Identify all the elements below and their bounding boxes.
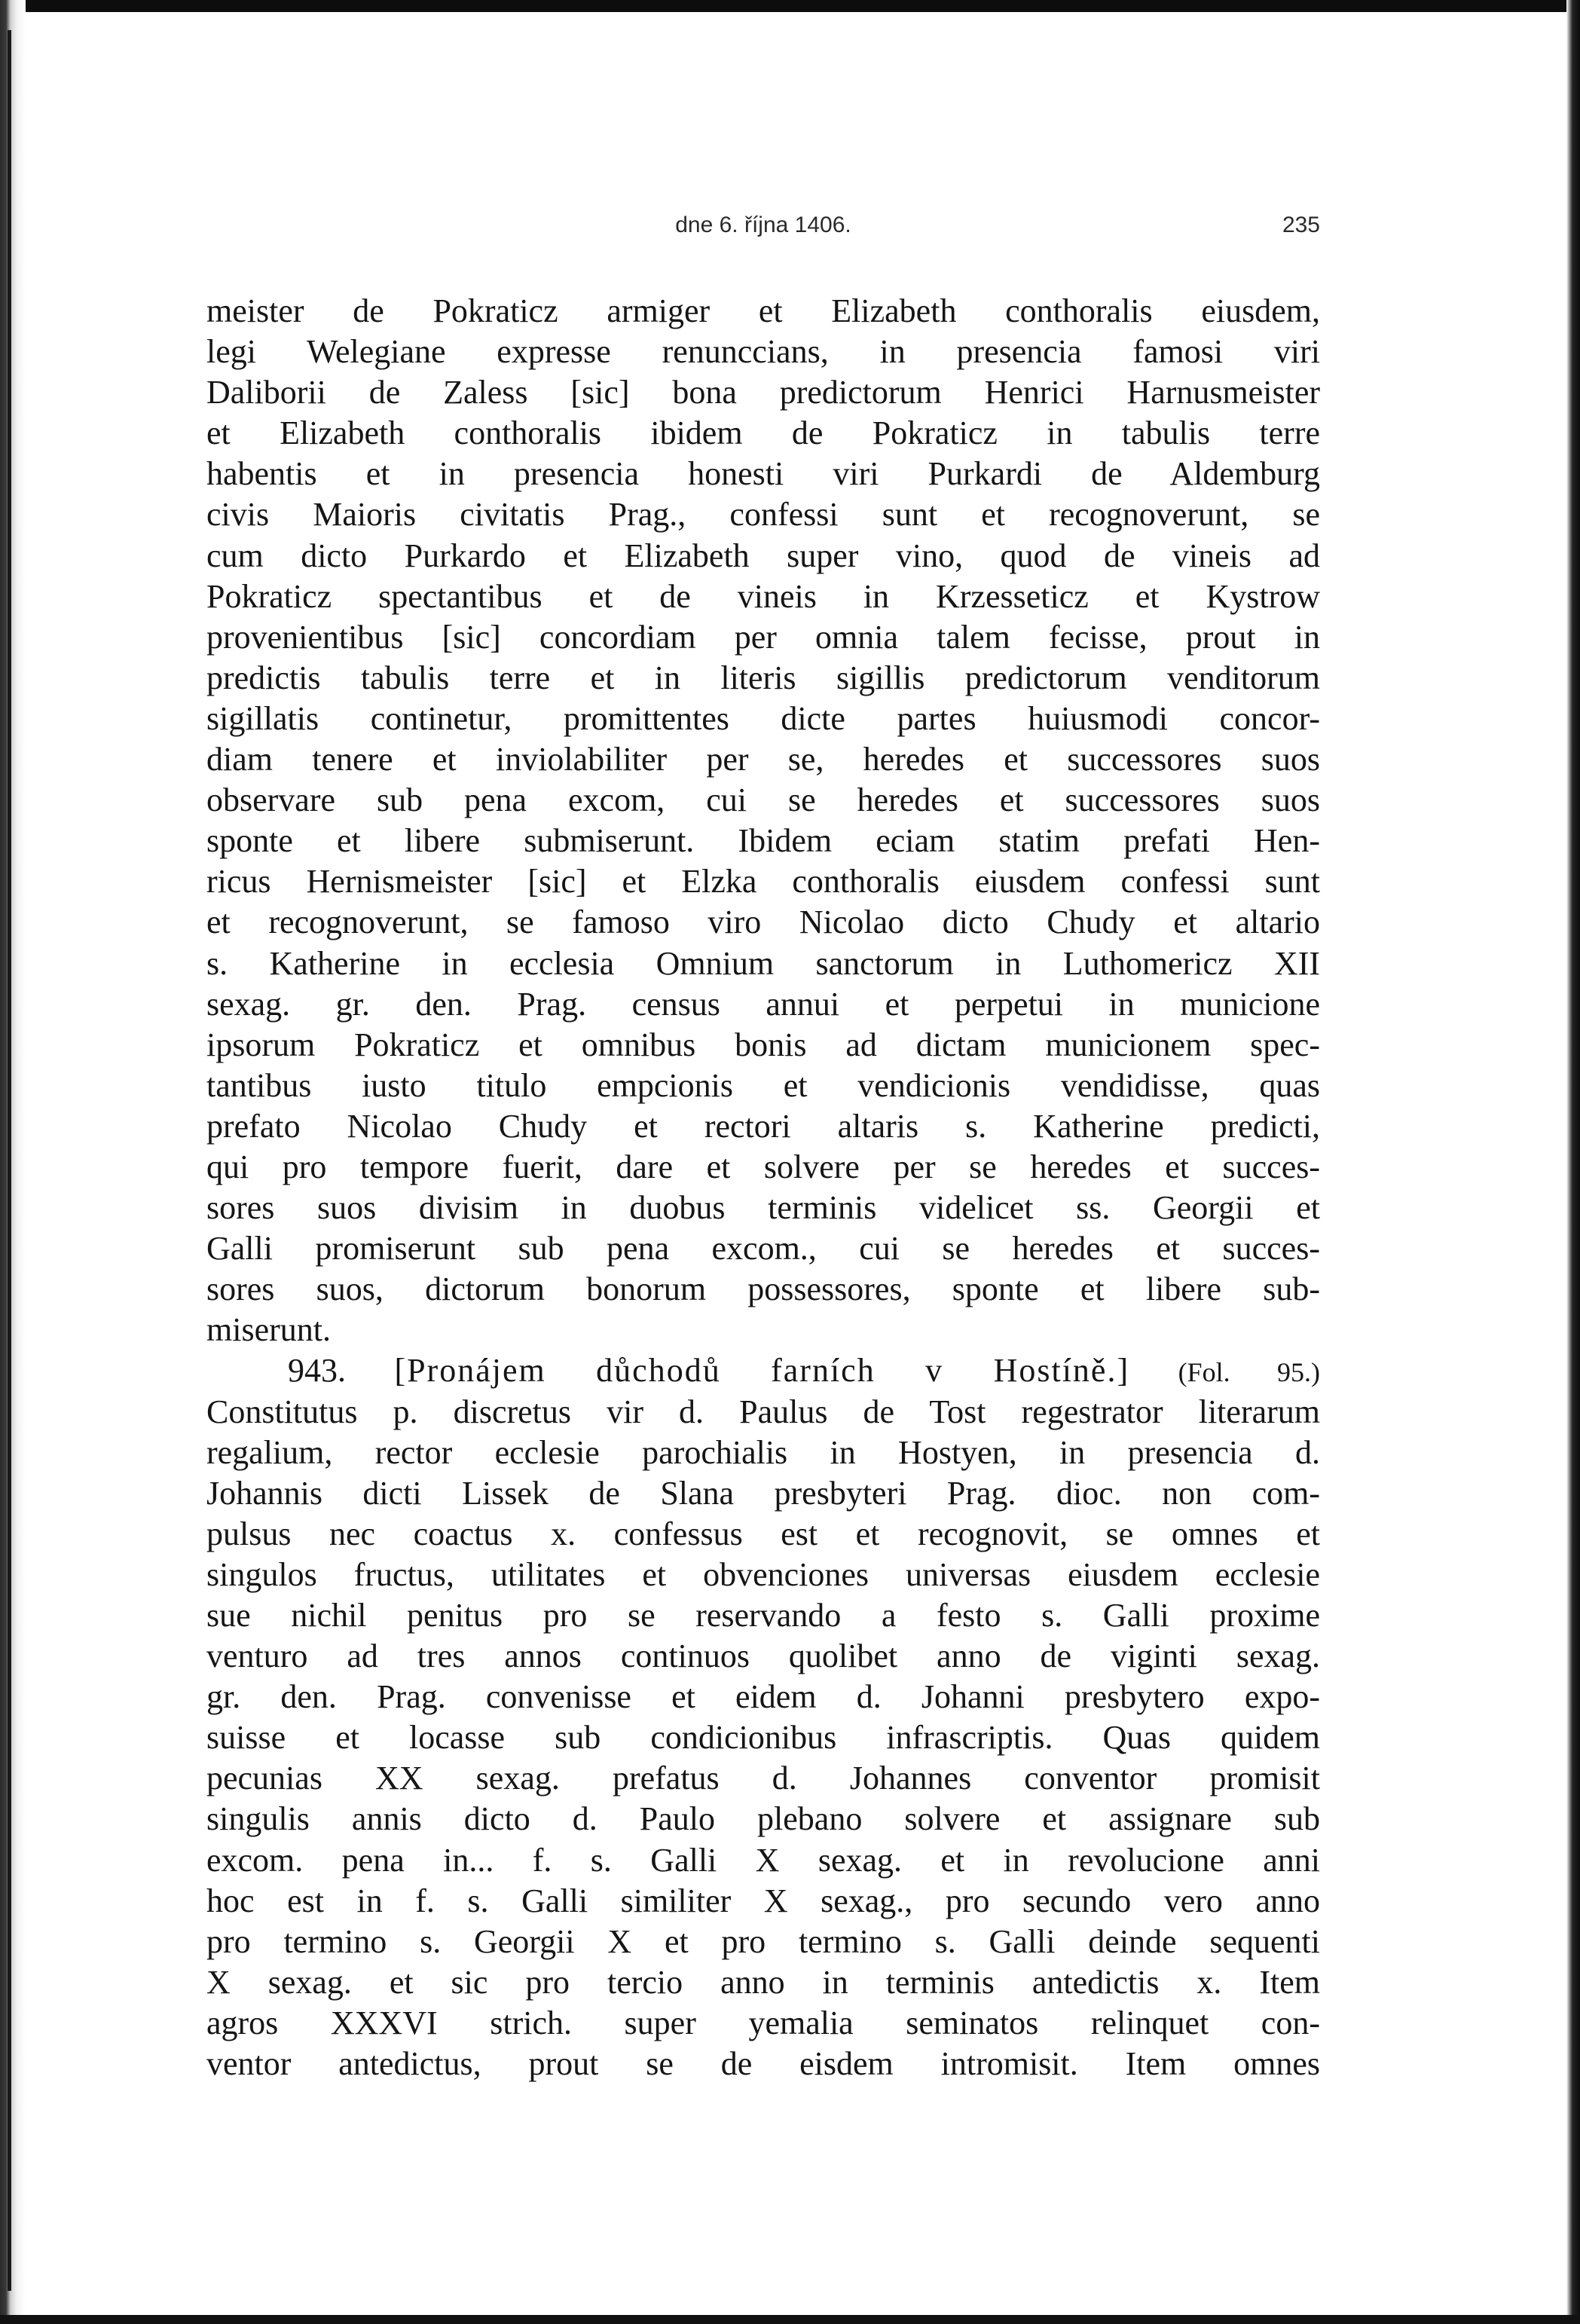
text-line: pulsus nec coactus x. confessus est et recognovit, se omnes et: [206, 1515, 1320, 1552]
text-line: sigillatis continetur, promittentes dicte partes huiusmodi concor-: [206, 699, 1320, 737]
text-line: et Elizabeth conthoralis ibidem de Pokraticz in tabulis terre: [206, 414, 1320, 452]
text-line: observare sub pena excom, cui se heredes et successores suos: [206, 781, 1320, 819]
text-line: meister de Pokraticz armiger et Elizabeth conthoralis eiusdem,: [206, 292, 1320, 329]
text-line: sue nichil penitus pro se reservando a festo s. Galli proxime: [206, 1597, 1320, 1634]
text-line: qui pro tempore fuerit, dare et solvere per se heredes et succes-: [206, 1148, 1320, 1185]
scan-border-top: [0, 0, 1580, 12]
entry-text: [206, 1392, 1320, 2085]
page-number: 235: [1282, 213, 1320, 237]
paragraph-continuation: [206, 291, 1320, 1350]
text-line: ventor antedictus, prout se de eisdem intromisit. Item omnes: [206, 2045, 1320, 2083]
text-line: singulis annis dicto d. Paulo plebano solvere et assignare sub: [206, 1800, 1320, 1838]
text-line: habentis et in presencia honesti viri Purkardi de Aldemburg: [206, 455, 1320, 493]
text-line: civis Maioris civitatis Prag., confessi sunt et recognoverunt, se: [206, 496, 1320, 534]
text-line: venturo ad tres annos continuos quolibet anno de viginti sexag.: [206, 1638, 1320, 1675]
scan-border-bottom: [0, 2315, 1580, 2324]
text-line: pro termino s. Georgii X et pro termino s. Galli deinde sequenti: [206, 1922, 1320, 1960]
entry-number: 943.: [288, 1352, 346, 1390]
text-line: agros XXXVI strich. super yemalia seminatos relinquet con-: [206, 2004, 1320, 2041]
text-line: sponte et libere submiserunt. Ibidem eciam statim prefati Hen-: [206, 822, 1320, 860]
text-line: suisse et locasse sub condicionibus infrascriptis. Quas quidem: [206, 1719, 1320, 1757]
text-line: Daliborii de Zaless [sic] bona predictorum Henrici Harnusmeister: [206, 374, 1320, 411]
text-line: Johannis dicti Lissek de Slana presbyteri Prag. dioc. non com-: [206, 1474, 1320, 1512]
text-line: cum dicto Purkardo et Elizabeth super vino, quod de vineis ad: [206, 537, 1320, 574]
text-line: gr. den. Prag. convenisse et eidem d. Johanni presbytero expo-: [206, 1678, 1320, 1716]
text-line: provenientibus [sic] concordiam per omnia talem fecisse, prout in: [206, 618, 1320, 656]
text-line: miserunt.: [206, 1311, 331, 1349]
scan-binding-shadow: [8, 30, 11, 2291]
entry-heading-line: [206, 1350, 1320, 1391]
body-text: [206, 291, 1320, 2084]
text-line: predictis tabulis terre et in literis sigillis predictorum venditorum: [206, 659, 1320, 696]
text-line: ipsorum Pokraticz et omnibus bonis ad dictam municionem spec-: [206, 1026, 1320, 1063]
text-line: tantibus iusto titulo empcionis et vendicionis vendidisse, quas: [206, 1066, 1320, 1104]
text-line: pecunias XX sexag. prefatus d. Johannes conventor promisit: [206, 1760, 1320, 1797]
text-line: hoc est in f. s. Galli similiter X sexag., pro secundo vero anno: [206, 1882, 1320, 1919]
text-line: sexag. gr. den. Prag. census annui et perpetui in municione: [206, 985, 1320, 1023]
text-line: singulos fructus, utilitates et obvenciones universas eiusdem ecclesie: [206, 1555, 1320, 1593]
text-line: Pokraticz spectantibus et de vineis in Krzesseticz et Kystrow: [206, 577, 1320, 615]
text-line: regalium, rector ecclesie parochialis in Hostyen, in presencia d.: [206, 1433, 1320, 1471]
text-line: legi Welegiane expresse renunccians, in presencia famosi viri: [206, 333, 1320, 371]
folio-reference: (Fol. 95.): [1178, 1357, 1320, 1388]
entry-title: [Pronájem důchodů farních v Hostíně.]: [394, 1352, 1130, 1390]
running-head: dne 6. října 1406.: [675, 213, 851, 237]
page-header: [206, 213, 1320, 247]
text-line: prefato Nicolao Chudy et rectori altaris s. Katherine predicti,: [206, 1107, 1320, 1145]
text-line: sores suos divisim in duobus terminis videlicet ss. Georgii et: [206, 1189, 1320, 1227]
text-line: ricus Hernismeister [sic] et Elzka conthoralis eiusdem confessi sunt: [206, 863, 1320, 901]
text-line: s. Katherine in ecclesia Omnium sanctorum in Luthomericz XII: [206, 944, 1320, 982]
scan-border-left: [0, 0, 26, 2324]
text-line: sores suos, dictorum bonorum possessores, sponte et libere sub-: [206, 1271, 1320, 1308]
text-line: excom. pena in... f. s. Galli X sexag. et in revolucione anni: [206, 1841, 1320, 1879]
scan-border-right: [1566, 0, 1580, 2324]
text-line: Galli promiserunt sub pena excom., cui se heredes et succes-: [206, 1230, 1320, 1267]
text-line: Constitutus p. discretus vir d. Paulus de Tost regestrator literarum: [206, 1393, 1320, 1430]
text-line: et recognoverunt, se famoso viro Nicolao dicto Chudy et altario: [206, 904, 1320, 941]
text-line: diam tenere et inviolabiliter per se, heredes et successores suos: [206, 741, 1320, 778]
text-line: X sexag. et sic pro tercio anno in terminis antedictis x. Item: [206, 1963, 1320, 2001]
